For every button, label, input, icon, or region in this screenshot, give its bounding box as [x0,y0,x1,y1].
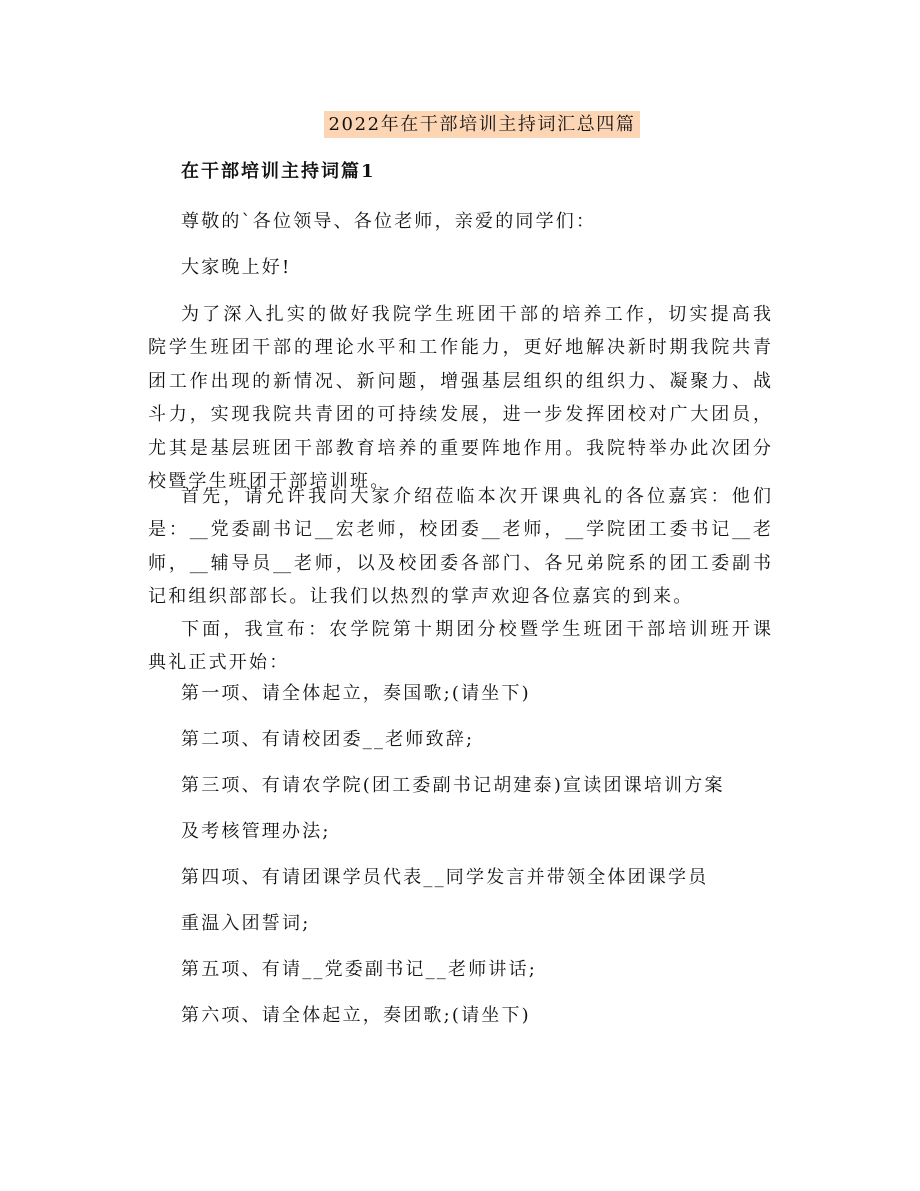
paragraph-6-line: 第一项、请全体起立，奏国歌;(请坐下) [181,683,531,704]
paragraph-3-line: 尤其是基层班团干部教育培养的重要阵地作用。我院特举办此次团分 [148,437,771,459]
paragraph-10-line: 第四项、有请团课学员代表__同学发言并带领全体团课学员 [181,867,709,888]
paragraph-7-line: 第二项、有请校团委__老师致辞; [181,729,475,750]
paragraph-1-line: 尊敬的`各位领导、各位老师，亲爱的同学们： [181,211,597,232]
paragraph-12-line: 第五项、有请__党委副书记__老师讲话; [181,959,538,980]
paragraph-11-line: 重温入团誓词; [181,913,311,934]
paragraph-5-line: 典礼正式开始： [148,652,290,674]
paragraph-4-line: 记和组织部部长。让我们以热烈的掌声欢迎各位嘉宾的到来。 [148,586,694,608]
document-title: 2022年在干部培训主持词汇总四篇 [324,111,640,138]
paragraph-3-line: 斗力，实现我院共青团的可持续发展，进一步发挥团校对广大团员， [148,404,771,426]
paragraph-4-line: 首先，请允许我向大家介绍莅临本次开课典礼的各位嘉宾：他们 [181,486,771,507]
paragraph-2-line: 大家晚上好! [181,257,292,278]
paragraph-9-line: 及考核管理办法; [181,821,331,842]
paragraph-13-line: 第六项、请全体起立，奏团歌;(请坐下) [181,1005,531,1026]
section-heading: 在干部培训主持词篇1 [181,161,376,182]
paragraph-8-line: 第三项、有请农学院(团工委副书记胡建泰)宣读团课培训方案 [181,775,725,796]
paragraph-3-line: 院学生班团干部的理论水平和工作能力，更好地解决新时期我院共青 [148,337,771,359]
paragraph-4-line: 是：__党委副书记__宏老师，校团委__老师，__学院团工委书记__老 [148,519,771,541]
paragraph-5-line: 下面，我宣布：农学院第十期团分校暨学生班团干部培训班开课 [181,619,771,640]
paragraph-3-line: 为了深入扎实的做好我院学生班团干部的培养工作，切实提高我 [181,304,771,325]
paragraph-3-line: 团工作出现的新情况、新问题，增强基层组织的组织力、凝聚力、战 [148,370,771,392]
paragraph-3-line: 校暨学生班团干部培训班。 [148,471,391,492]
paragraph-4-line: 师，__辅导员__老师，以及校团委各部门、各兄弟院系的团工委副书 [148,552,771,574]
